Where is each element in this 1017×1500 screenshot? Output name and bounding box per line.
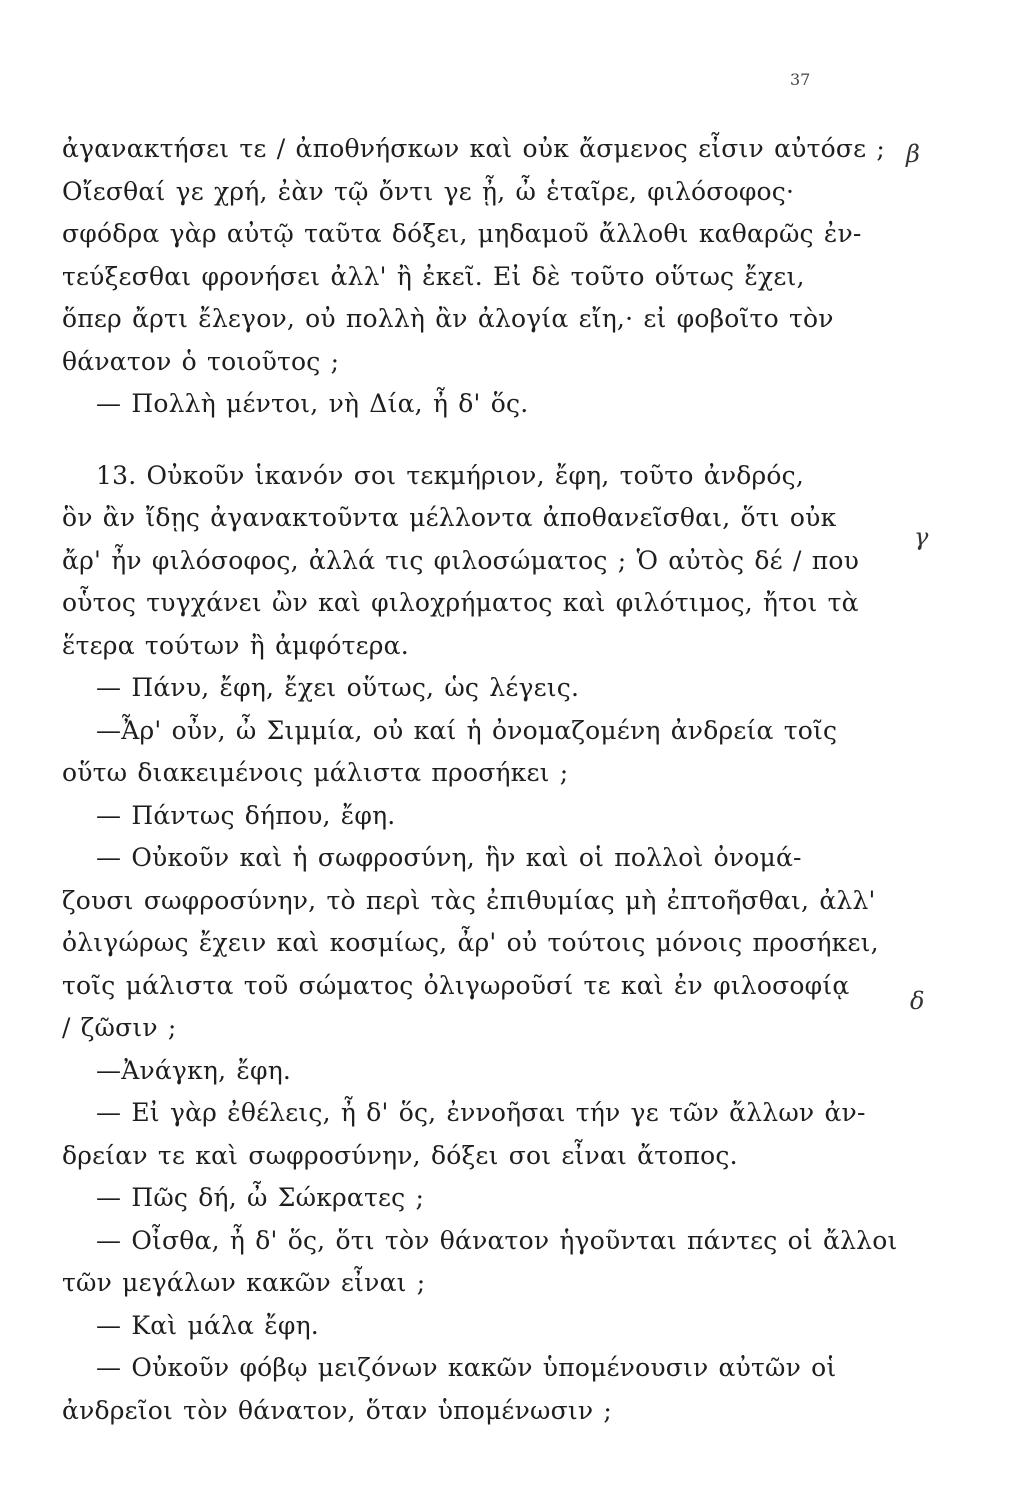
text-line: οὕτω διακειμένοις μάλιστα προσήκει ; [62, 758, 569, 787]
text-line: σφόδρα γὰρ αὐτῷ ταῦτα δόξει, μηδαμοῦ ἄλλοθι καθαρῶς ἐν- [62, 219, 862, 248]
margin-letter-beta: β [906, 140, 920, 168]
text-line: ἀγανακτήσει τε / ἀποθνήσκων καὶ οὐκ ἄσμενος εἶσιν αὐτόσε ; [62, 134, 886, 163]
text-line: ζουσι σωφροσύνην, τὸ περὶ τὰς ἐπιθυμίας μὴ ἐπτοῆσθαι, ἀλλ' [62, 885, 876, 915]
text-line: — Καὶ μάλα ἔφη. [96, 1310, 319, 1340]
text-line: ἕτερα τούτων ἢ ἀμφότερα. [62, 630, 409, 660]
text-line: οὗτος τυγχάνει ὢν καὶ φιλοχρήματος καὶ φιλότιμος, ἤτοι τὰ [62, 588, 859, 617]
text-line: / ζῶσιν ; [62, 1013, 177, 1042]
text-line: —Ἆρ' οὖν, ὦ Σιμμία, οὐ καί ἡ ὀνομαζομένη ἀνδρεία τοῖς [96, 715, 838, 745]
text-line: τοῖς μάλιστα τοῦ σώματος ὀλιγωροῦσί τε καὶ ἐν φιλοσοφίᾳ [62, 970, 850, 1000]
text-line: — Οὐκοῦν φόβῳ μειζόνων κακῶν ὑπομένουσιν αὐτῶν οἱ [96, 1353, 837, 1382]
text-line: — Πάντως δήπου, ἔφη. [96, 800, 396, 830]
margin-letter-gamma: γ [914, 523, 929, 551]
text-line: ὀλιγώρως ἔχειν καὶ κοσμίως, ἆρ' οὐ τούτοις μόνοις προσήκει, [62, 928, 879, 957]
text-line: ἄρ' ἦν φιλόσοφος, ἀλλά τις φιλοσώματος ; Ὁ αὐτὸς δέ / που [62, 545, 859, 575]
text-line: — Πολλὴ μέντοι, νὴ Δία, ἦ δ' ὅς. [96, 389, 529, 418]
text-line: ὃν ἂν ἴδῃς ἀγανακτοῦντα μέλλοντα ἀποθανεῖσθαι, ὅτι οὐκ [62, 503, 837, 532]
text-line: τεύξεσθαι φρονήσει ἀλλ' ἢ ἐκεῖ. Εἰ δὲ τοῦτο οὕτως ἔχει, [62, 261, 805, 291]
text-line: — Οὐκοῦν καὶ ἡ σωφροσύνη, ἣν καὶ οἱ πολλοὶ ὀνομά- [96, 843, 802, 872]
page-number: 37 [790, 70, 811, 89]
text-line: — Πάνυ, ἔφη, ἔχει οὕτως, ὡς λέγεις. [96, 673, 580, 702]
section-start-line: 13. Οὐκοῦν ἱκανόν σοι τεκμήριον, ἔφη, τοῦτο ἀνδρός, [96, 460, 804, 490]
text-line: δρείαν τε καὶ σωφροσύνην, δόξει σοι εἶναι ἄτοπος. [62, 1140, 738, 1170]
text-line: Οἴεσθαί γε χρή, ἐὰν τῷ ὄντι γε ᾖ, ὦ ἑταῖρε, φιλόσοφος· [62, 176, 795, 206]
greek-text-body [62, 128, 898, 1432]
text-line: — Οἶσθα, ἦ δ' ὅς, ὅτι τὸν θάνατον ἡγοῦνται πάντες οἱ ἄλλοι [96, 1225, 898, 1255]
text-line: — Πῶς δή, ὦ Σώκρατες ; [96, 1183, 425, 1212]
text-line: —Ἀνάγκη, ἔφη. [96, 1055, 292, 1085]
text-line: θάνατον ὁ τοιοῦτος ; [62, 346, 340, 376]
text-line: — Εἰ γὰρ ἐθέλεις, ἦ δ' ὅς, ἐννοῆσαι τήν γε τῶν ἄλλων ἀν- [96, 1098, 866, 1127]
text-line: τῶν μεγάλων κακῶν εἶναι ; [62, 1268, 426, 1297]
text-line: ἀνδρεῖοι τὸν θάνατον, ὅταν ὑπομένωσιν ; [62, 1395, 613, 1425]
margin-letter-delta: δ [910, 987, 925, 1015]
text-line: ὅπερ ἄρτι ἔλεγον, οὐ πολλὴ ἂν ἀλογία εἴη,· εἰ φοβοῖτο τὸν [62, 304, 834, 333]
